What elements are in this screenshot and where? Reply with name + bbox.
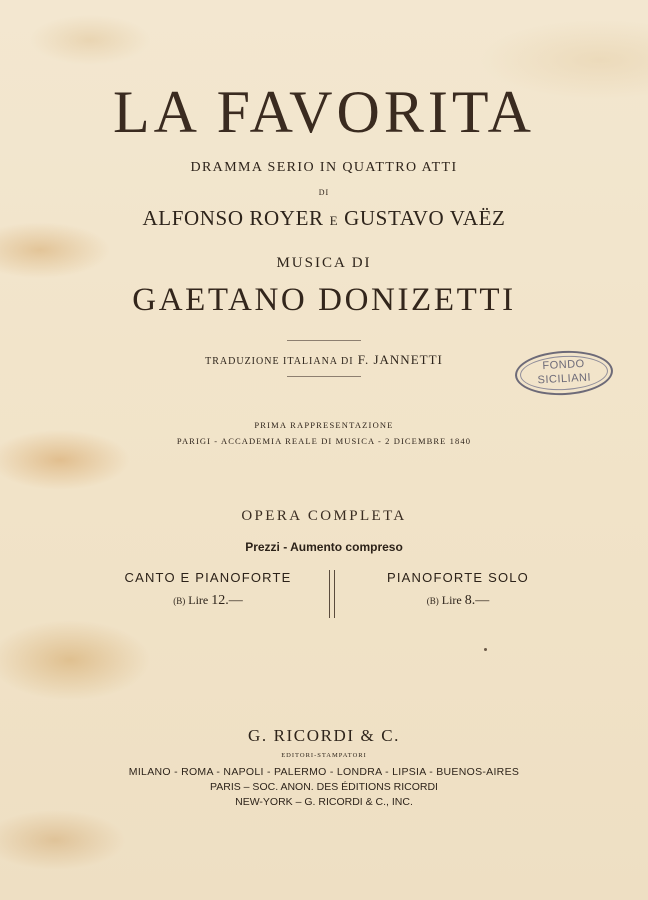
librettist-vaez: GUSTAVO VAËZ [344, 206, 506, 230]
composer-name: GAETANO DONIZETTI [132, 282, 516, 318]
edition-title: OPERA COMPLETA [241, 508, 407, 524]
edition-canto-pianoforte [88, 570, 328, 609]
premiere-label: PRIMA RAPPRESENTAZIONE [254, 420, 394, 430]
publisher-cities: MILANO - ROMA - NAPOLI - PALERMO - LONDRA - LIPSIA - BUENOS-AIRES [128, 766, 520, 778]
edition-name: PIANOFORTE SOLO [386, 570, 529, 585]
prices-note: Prezzi - Aumento compreso [245, 540, 403, 554]
column-divider [329, 570, 335, 618]
edition-name: CANTO E PIANOFORTE [124, 570, 292, 585]
price-amount: 12.— [211, 593, 243, 608]
stamp-line-1: FONDO [542, 357, 585, 373]
opera-subtitle: DRAMMA SERIO IN QUATTRO ATTI [190, 160, 458, 175]
librettist-royer: ALFONSO ROYER [142, 206, 324, 230]
publisher-role: EDITORI-STAMPATORI [281, 752, 367, 759]
publisher-newyork: NEW-YORK – G. RICORDI & C., INC. [235, 796, 413, 808]
librettists [0, 206, 648, 231]
divider-rule [287, 376, 361, 377]
publisher-name: G. RICORDI & C. [248, 726, 400, 745]
translator-name: F. JANNETTI [357, 352, 443, 367]
opera-title: LA FAVORITA [112, 79, 536, 145]
ink-speck [484, 648, 487, 651]
conjunction: E [329, 213, 339, 228]
musica-di-label: MUSICA DI [276, 255, 372, 271]
price-currency: Lire [188, 593, 209, 607]
stamp-line-2: SICILIANI [537, 371, 592, 387]
price-amount: 8.— [464, 593, 490, 608]
price-currency: Lire [441, 593, 462, 607]
edition-price [338, 593, 578, 609]
di-label: DI [318, 188, 330, 197]
price-code: (B) [173, 596, 186, 606]
translation-prefix: TRADUZIONE ITALIANA DI [205, 356, 354, 367]
price-code: (B) [426, 596, 439, 606]
edition-price [88, 593, 328, 609]
divider-rule [287, 340, 361, 341]
edition-pianoforte-solo [338, 570, 578, 609]
publisher-paris: PARIS – SOC. ANON. DES ÉDITIONS RICORDI [210, 781, 438, 793]
premiere-details: PARIGI - ACCADEMIA REALE DI MUSICA - 2 DICEMBRE 1840 [176, 436, 472, 446]
